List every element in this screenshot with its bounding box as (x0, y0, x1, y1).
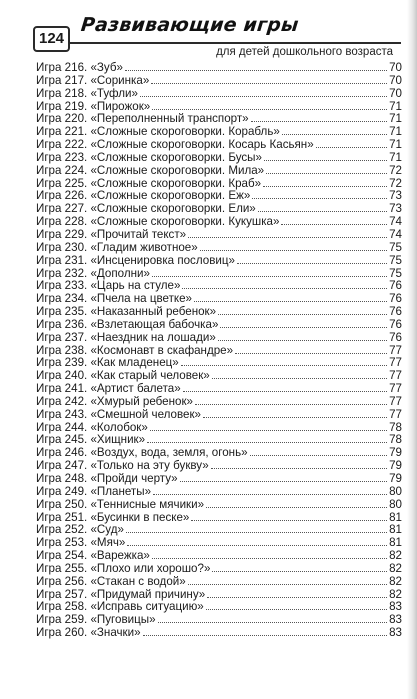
toc-entry-page: 77 (389, 407, 402, 421)
toc-entry (36, 139, 402, 152)
toc-dot-leader (143, 627, 387, 636)
toc-entry (36, 473, 402, 486)
toc-entry-title: Игра 230. «Гладим животное» (36, 240, 198, 254)
toc-entry (36, 563, 402, 576)
toc-entry-page: 77 (389, 382, 402, 396)
toc-entry-title: Игра 248. «Пройди черту» (36, 472, 178, 485)
toc-dot-leader (127, 537, 387, 546)
toc-entry-page: 71 (389, 150, 402, 164)
toc-entry-title: Игра 239. «Как младенец» (36, 356, 179, 370)
toc-entry-page: 76 (389, 279, 402, 293)
toc-dot-leader (126, 524, 387, 533)
toc-dot-leader (263, 178, 387, 187)
toc-dot-leader (183, 383, 387, 392)
toc-entry (36, 576, 402, 589)
toc-dot-leader (151, 75, 387, 84)
table-of-contents (36, 62, 402, 640)
toc-dot-leader (206, 499, 387, 508)
toc-entry-title: Игра 234. «Пчела на цветке» (36, 292, 192, 306)
toc-entry-page: 70 (389, 86, 402, 100)
toc-entry-title: Игра 221. «Сложные скороговорки. Корабль» (36, 125, 280, 139)
toc-entry-page: 71 (389, 99, 402, 113)
toc-entry-page: 75 (389, 253, 402, 267)
toc-entry-title: Игра 224. «Сложные скороговорки. Мила» (36, 163, 265, 177)
toc-dot-leader (147, 434, 387, 443)
toc-entry-page: 77 (389, 369, 402, 383)
toc-entry (36, 75, 402, 88)
toc-entry-title: Игра 240. «Как старый человек» (36, 369, 210, 383)
toc-entry (36, 627, 402, 640)
toc-entry-title: Игра 232. «Дополни» (36, 266, 150, 280)
toc-entry-title: Игра 219. «Пирожок» (36, 99, 151, 113)
toc-entry-title: Игра 257. «Придумай причину» (36, 587, 206, 601)
toc-entry-title: Игра 231. «Инсценировка пословиц» (36, 253, 235, 267)
toc-entry-title: Игра 259. «Пуговицы» (36, 613, 156, 627)
toc-entry-page: 76 (389, 292, 402, 306)
toc-entry-page: 71 (389, 138, 402, 152)
page-header (33, 14, 401, 60)
toc-dot-leader (153, 486, 387, 495)
toc-dot-leader (266, 165, 387, 174)
toc-dot-leader (207, 589, 387, 598)
toc-entry-page: 77 (389, 394, 402, 408)
toc-entry-page: 83 (389, 600, 402, 614)
toc-entry (36, 152, 402, 165)
toc-entry-page: 78 (389, 420, 402, 434)
toc-dot-leader (140, 88, 387, 97)
toc-entry (36, 383, 402, 396)
toc-dot-leader (281, 216, 387, 225)
page-edge-shadow (407, 0, 417, 699)
toc-entry-page: 82 (389, 574, 402, 588)
toc-dot-leader (152, 268, 387, 277)
toc-entry-page: 79 (389, 472, 402, 485)
toc-entry-title: Игра 256. «Стакан с водой» (36, 574, 186, 588)
toc-dot-leader (150, 422, 387, 431)
toc-entry (36, 319, 402, 332)
toc-entry-title: Игра 226. «Сложные скороговорки. Еж» (36, 189, 251, 203)
toc-entry-page: 78 (389, 433, 402, 447)
toc-entry (36, 550, 402, 563)
toc-entry (36, 486, 402, 499)
toc-entry-title: Игра 236. «Взлетающая бабочка» (36, 317, 219, 331)
toc-entry-title: Игра 223. «Сложные скороговорки. Бусы» (36, 150, 262, 164)
toc-entry-title: Игра 218. «Туфли» (36, 86, 138, 100)
toc-dot-leader (218, 332, 387, 341)
toc-entry-page: 75 (389, 266, 402, 280)
toc-entry-title: Игра 222. «Сложные скороговорки. Косарь Касьян» (36, 138, 314, 152)
toc-dot-leader (181, 357, 387, 366)
toc-entry-title: Игра 216. «Зуб» (36, 61, 123, 74)
toc-entry-title: Игра 246. «Воздух, вода, земля, огонь» (36, 446, 248, 460)
toc-entry-page: 77 (389, 343, 402, 357)
toc-dot-leader (203, 409, 387, 418)
toc-entry (36, 165, 402, 178)
toc-entry (36, 88, 402, 101)
toc-entry-page: 83 (389, 626, 402, 640)
toc-dot-leader (152, 550, 387, 559)
toc-dot-leader (152, 101, 387, 110)
toc-entry-title: Игра 255. «Плохо или хорошо?» (36, 561, 211, 575)
toc-entry-title: Игра 258. «Исправь ситуацию» (36, 600, 204, 614)
toc-entry-title: Игра 229. «Прочитай текст» (36, 227, 187, 241)
toc-dot-leader (282, 126, 387, 135)
toc-entry-title: Игра 235. «Наказанный ребенок» (36, 305, 217, 319)
toc-dot-leader (212, 370, 387, 379)
toc-entry-title: Игра 228. «Сложные скороговорки. Кукушка» (36, 215, 280, 229)
toc-dot-leader (195, 396, 387, 405)
toc-dot-leader (264, 152, 387, 161)
toc-dot-leader (191, 512, 387, 521)
toc-entry-title: Игра 250. «Теннисные мячики» (36, 497, 205, 511)
toc-entry-title: Игра 227. «Сложные скороговорки. Ели» (36, 202, 256, 216)
toc-entry (36, 499, 402, 512)
toc-entry-page: 80 (389, 497, 402, 511)
toc-dot-leader (251, 113, 387, 122)
toc-entry (36, 396, 402, 409)
toc-dot-leader (250, 447, 387, 456)
toc-entry-title: Игра 260. «Значки» (36, 626, 141, 640)
toc-dot-leader (188, 229, 387, 238)
toc-dot-leader (212, 563, 387, 572)
toc-entry-page: 76 (389, 305, 402, 319)
toc-entry-page: 72 (389, 163, 402, 177)
toc-entry-page: 79 (389, 459, 402, 473)
toc-entry-title: Игра 225. «Сложные скороговорки. Краб» (36, 176, 262, 190)
toc-entry (36, 332, 402, 345)
toc-entry-title: Игра 241. «Артист балета» (36, 382, 181, 396)
toc-entry-title: Игра 220. «Переполненный транспорт» (36, 112, 249, 126)
toc-dot-leader (158, 614, 387, 623)
toc-dot-leader (237, 255, 387, 264)
toc-entry-page: 73 (389, 202, 402, 216)
toc-entry (36, 242, 402, 255)
toc-entry-title: Игра 254. «Варежка» (36, 549, 150, 563)
book-subtitle: для детей дошкольного возраста (216, 46, 393, 58)
toc-entry (36, 306, 402, 319)
toc-dot-leader (235, 345, 387, 354)
toc-entry-page: 77 (389, 356, 402, 370)
page-number: 124 (33, 26, 70, 52)
toc-dot-leader (200, 242, 387, 251)
toc-entry-page: 72 (389, 176, 402, 190)
toc-entry-page: 74 (389, 227, 402, 241)
toc-entry (36, 409, 402, 422)
toc-entry-title: Игра 247. «Только на эту букву» (36, 459, 209, 473)
toc-dot-leader (252, 190, 387, 199)
toc-entry-page: 81 (389, 536, 402, 550)
toc-dot-leader (211, 460, 387, 469)
toc-entry (36, 255, 402, 268)
toc-dot-leader (220, 319, 387, 328)
toc-entry-page: 71 (389, 125, 402, 139)
toc-entry (36, 62, 402, 75)
toc-entry-title: Игра 242. «Хмурый ребенок» (36, 394, 193, 408)
toc-dot-leader (258, 203, 387, 212)
toc-entry-page: 73 (389, 189, 402, 203)
toc-entry-page: 71 (389, 112, 402, 126)
toc-dot-leader (316, 139, 387, 148)
toc-entry (36, 229, 402, 242)
toc-entry-title: Игра 252. «Суд» (36, 523, 124, 537)
toc-entry-page: 82 (389, 561, 402, 575)
toc-entry-page: 82 (389, 549, 402, 563)
toc-entry-title: Игра 253. «Мяч» (36, 536, 126, 550)
toc-dot-leader (194, 293, 387, 302)
toc-dot-leader (182, 280, 387, 289)
toc-dot-leader (206, 601, 387, 610)
toc-dot-leader (125, 62, 387, 71)
book-title: Развивающие игры (79, 14, 300, 36)
toc-entry-page: 74 (389, 215, 402, 229)
toc-entry-page: 81 (389, 523, 402, 537)
toc-dot-leader (180, 473, 387, 482)
toc-entry-title: Игра 244. «Колобок» (36, 420, 148, 434)
toc-entry-page: 70 (389, 73, 402, 87)
toc-dot-leader (188, 576, 387, 585)
toc-entry-title: Игра 243. «Смешной человек» (36, 407, 201, 421)
toc-entry-title: Игра 238. «Космонавт в скафандре» (36, 343, 234, 357)
toc-dot-leader (218, 306, 387, 315)
toc-entry-page: 81 (389, 510, 402, 524)
toc-entry-page: 70 (389, 61, 402, 74)
toc-entry-page: 76 (389, 317, 402, 331)
header-rule (69, 42, 401, 44)
toc-entry-page: 75 (389, 240, 402, 254)
toc-entry-title: Игра 245. «Хищник» (36, 433, 146, 447)
toc-entry-title: Игра 251. «Бусинки в песке» (36, 510, 190, 524)
toc-entry-title: Игра 249. «Планеты» (36, 484, 152, 498)
toc-entry-title: Игра 217. «Соринка» (36, 73, 150, 87)
toc-entry-title: Игра 233. «Царь на стуле» (36, 279, 181, 293)
toc-entry-page: 80 (389, 484, 402, 498)
toc-entry-page: 82 (389, 587, 402, 601)
toc-entry-page: 79 (389, 446, 402, 460)
toc-entry-page: 83 (389, 613, 402, 627)
toc-entry-title: Игра 237. «Наездник на лошади» (36, 330, 216, 344)
toc-entry-page: 76 (389, 330, 402, 344)
